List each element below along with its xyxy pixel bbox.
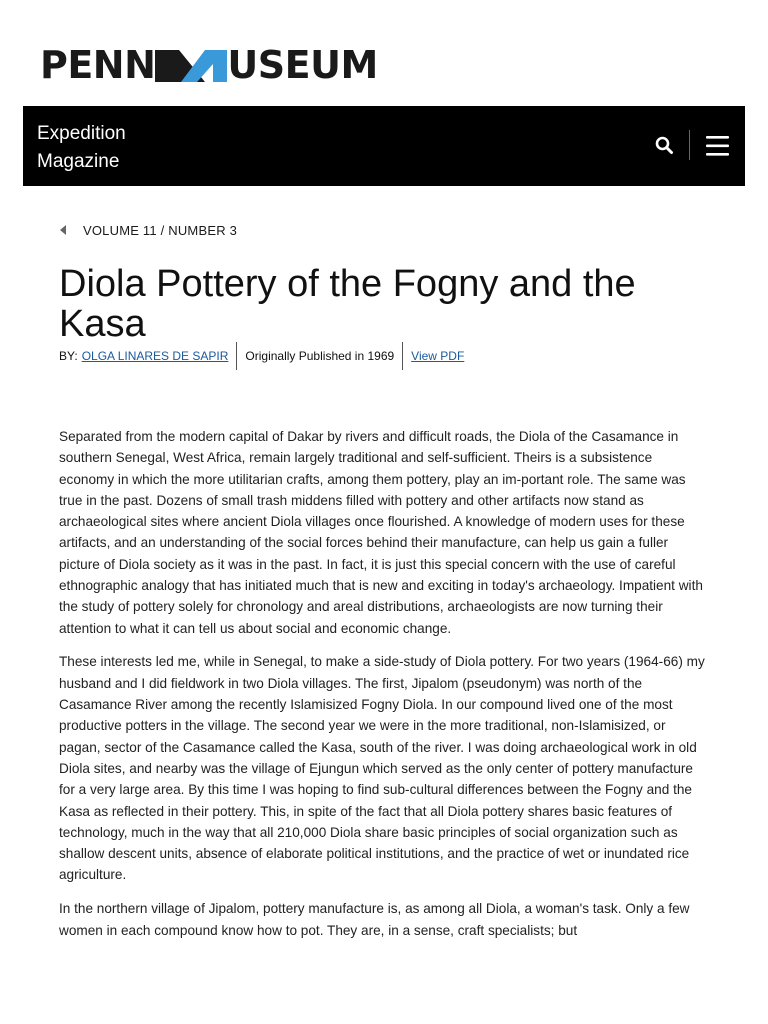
breadcrumb	[59, 222, 237, 238]
nav-divider	[689, 130, 690, 160]
brand-line-1: Expedition	[37, 123, 126, 144]
search-button[interactable]	[653, 134, 677, 158]
byline-divider	[236, 342, 237, 370]
publication-date: Originally Published in 1969	[245, 349, 395, 363]
caret-left-icon[interactable]	[59, 222, 71, 238]
article-byline	[59, 342, 464, 370]
article-paragraph: In the northern village of Jipalom, pottery manufacture is, as among all Diola, a woman's task. Only a few women in each compound know how to pot. They are, in a sense, craft specialists; but	[59, 901, 690, 938]
logo-text-right: USEUM	[227, 43, 378, 87]
view-pdf-link[interactable]: View PDF	[411, 349, 465, 363]
article-paragraph: Separated from the modern capital of Dakar by rivers and difficult roads, the Diola of the Casamance in southern Senegal, West Africa, remain largely traditional and self-sufficient. Theirs is a subsistence economy in which the more utilitarian crafts, among them pottery, play an im-portant role. The same was true in the past. Dozens of small trash middens filled with pottery and other artifacts now stand as archaeological sites where ancient Diola villages once flourished. A knowledge of modern uses for these artifacts, and an understanding of the social forces behind their manufacture, can help us gain a fuller picture of Diola society as it was in the past. In fact, it is just this special concern with the use of careful ethnographic analogy that has initiated much that is new and exciting in today's archaeology. Impatient with the study of pottery solely for chronology and areal distributions, archaeologists are now turning their attention to what it can tell us about social and economic change.	[59, 429, 703, 636]
magazine-brand[interactable]	[37, 120, 126, 176]
penn-museum-logo[interactable]	[40, 43, 378, 87]
magazine-nav-bar	[23, 106, 745, 186]
logo-mark-icon	[153, 48, 229, 82]
byline-divider	[402, 342, 403, 370]
logo-text-left: PENN	[40, 43, 156, 87]
search-icon	[653, 134, 677, 158]
article-title: Diola Pottery of the Fogny and the Kasa	[59, 263, 636, 345]
volume-link[interactable]: VOLUME 11 / NUMBER 3	[83, 222, 238, 238]
brand-line-2: Magazine	[37, 151, 120, 172]
article-body	[59, 426, 709, 953]
article-paragraph: These interests led me, while in Senegal, to make a side-study of Diola pottery. For two years (1964-66) my husband and I did fieldwork in two Diola villages. The first, Jipalom (pseudonym) was north of the Casamance River among the recently Islamisized Fogny Diola. In our compound lived one of the most productive potters in the village. The second year we were in the more traditional, non-Islamisized, or pagan, sector of the Casamance called the Kasa, south of the river. I was doing archaeological work in old Diola sites, and nearby was the village of Ejungun which served as the only center of pottery manufacture for a very large area. By this time I was hoping to find sub-cultural differences between the Fogny and the Kasa as reflected in their pottery. This, in spite of the fact that all Diola pottery shares basic features of technology, much in the way that all 210,000 Diola share basic principles of social organization such as shallow descent units, absence of elaborate political institutions, and the practice of wet or inundated rice agriculture.	[59, 654, 705, 883]
author-link[interactable]: OLGA LINARES DE SAPIR	[81, 349, 229, 363]
by-label: BY:	[59, 349, 78, 363]
menu-button[interactable]	[703, 134, 729, 158]
hamburger-menu-icon	[703, 134, 729, 158]
